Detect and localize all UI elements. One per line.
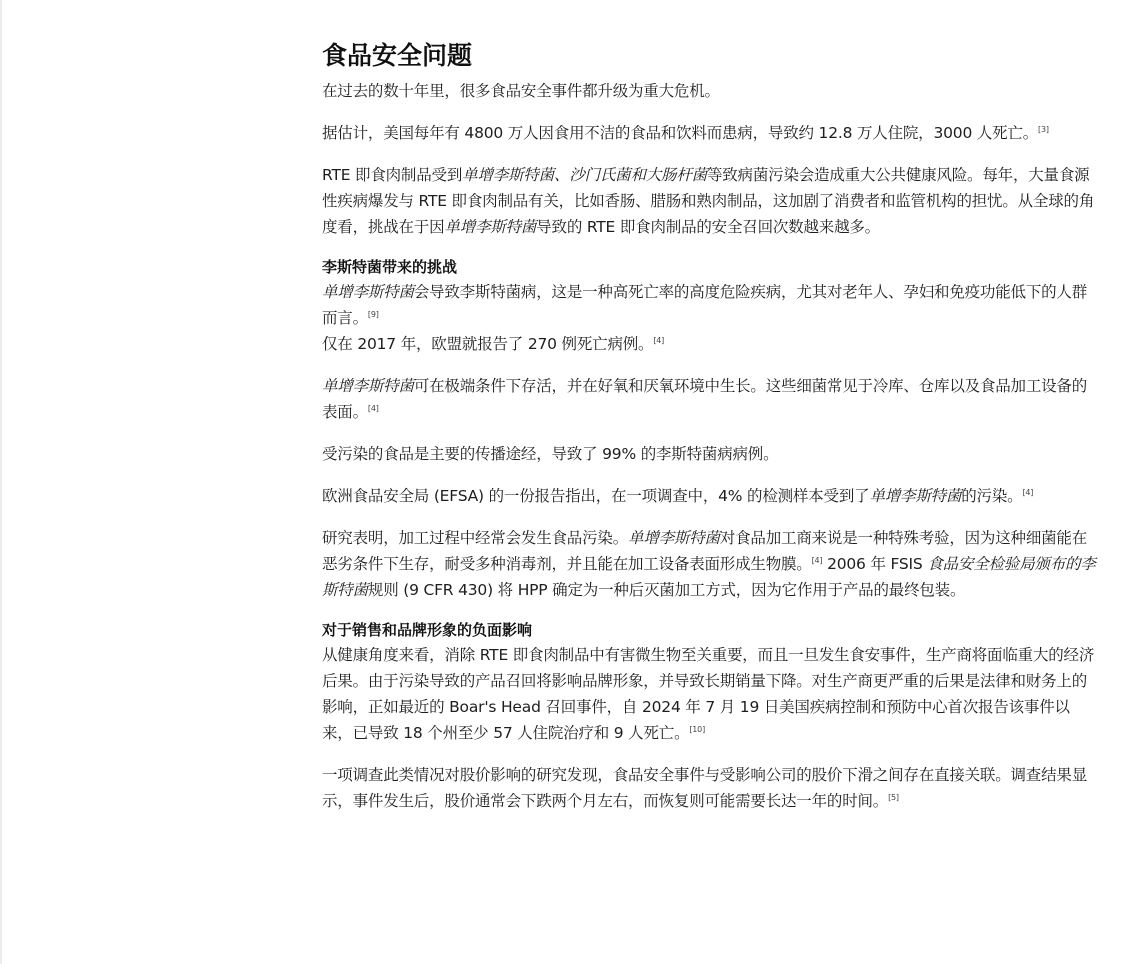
text: 仅在 2017 年，欧盟就报告了 270 例死亡病例。 xyxy=(322,335,654,353)
page-left-edge xyxy=(0,0,2,964)
text: 对食品加工商来说是一种特殊考验，因为这种细菌能在恶劣条件下生存，耐受多种消毒剂，并且能在加工设备表面形成生物膜。 xyxy=(322,529,1088,573)
intro-paragraph-2-text: 据估计，美国每年有 4800 万人因食用不洁的食品和饮料而患病，导致约 12.8 万人住院，3000 人死亡。 xyxy=(322,124,1039,142)
text: 的污染。 xyxy=(961,487,1023,505)
text: 等致病菌污染会造成重大公共健康风险。每年，大量食源性疾病爆发与 RTE 即食肉制品有关，比如香肠、腊肠和熟肉制品，这加剧了消费者和监管机构的担忧。从全球的角度看，挑战在于因 xyxy=(322,166,1095,236)
intro-paragraph-1: 在过去的数十年里，很多食品安全事件都升级为重大危机。 xyxy=(322,82,720,100)
citation-link[interactable]: [5] xyxy=(888,793,899,802)
page-title: 食品安全问题 xyxy=(322,41,473,70)
citation-link[interactable]: [10] xyxy=(689,725,705,734)
pathogen-name: 单增李斯特菌 xyxy=(869,487,962,505)
text: 从健康角度来看，消除 RTE 即食肉制品中有害微生物至关重要，而且一旦发生食安事件，生产商将面临重大的经济后果。由于污染导致的产品召回将影响品牌形象，并导致长期销量下降。对生产商更严重的后果是法律和财务上的影响，正如最近的 Boar's Head 召回事件，自 2024 年 7 月 19 日美国疾病控制和预防中心首次报告该事件以来，已导致 18 个州至少 57 人住院治疗和 9 人死亡。 xyxy=(322,646,1095,742)
text: 可在极端条件下存活，并在好氧和厌氧环境中生长。这些细菌常见于冷库、仓库以及食品加工设备的表面。 xyxy=(322,377,1088,421)
pathogen-name: 单增李斯特菌 xyxy=(628,529,720,547)
listeria-paragraph-4: 受污染的食品是主要的传播途经，导致了 99% 的李斯特菌病病例。 xyxy=(322,445,779,463)
text: 导致的 RTE 即食肉制品的安全召回次数越来越多。 xyxy=(536,218,880,236)
listeria-paragraph-1 xyxy=(322,279,1097,331)
listeria-paragraph-5 xyxy=(322,483,1097,509)
impact-paragraph-2 xyxy=(322,762,1097,814)
listeria-paragraph-2 xyxy=(322,331,1097,357)
intro-paragraph-2 xyxy=(322,120,1097,146)
citation-link[interactable]: [4] xyxy=(367,404,379,413)
pathogen-names: 单增李斯特菌、沙门氏菌和大肠杆菌 xyxy=(462,166,707,184)
impact-paragraph-1 xyxy=(322,642,1097,746)
article xyxy=(322,38,1097,830)
citation-link[interactable]: [9] xyxy=(367,310,379,319)
pathogen-name: 单增李斯特菌 xyxy=(322,283,414,301)
pathogen-name: 单增李斯特菌 xyxy=(444,218,537,236)
text: 一项调查此类情况对股价影响的研究发现，食品安全事件与受影响公司的股价下滑之间存在直接关联。调查结果显示，事件发生后，股价通常会下跌两个月左右，而恢复则可能需要长达一年的时间。 xyxy=(322,766,1088,810)
text: 会导致李斯特菌病，这是一种高死亡率的高度危险疾病，尤其对老年人、孕妇和免疫功能低下的人群而言。 xyxy=(322,283,1088,327)
text: 规则 (9 CFR 430) 将 HPP 确定为一种后灭菌加工方式，因为它作用于产品的最终包装。 xyxy=(367,581,966,599)
citation-link[interactable]: [4] xyxy=(653,336,665,345)
listeria-paragraph-6 xyxy=(322,525,1097,603)
text: 2006 年 FSIS xyxy=(822,555,928,573)
rule-name: 食品安全检验局颁布的李斯特菌 xyxy=(322,555,1096,599)
citation-link[interactable]: [4] xyxy=(811,556,823,565)
section-heading-listeria: 李斯特菌带来的挑战 xyxy=(322,258,458,276)
section-heading-impact: 对于销售和品牌形象的负面影响 xyxy=(322,621,533,639)
listeria-paragraph-3 xyxy=(322,373,1097,425)
text: RTE 即食肉制品受到 xyxy=(322,166,463,184)
text: 研究表明，加工过程中经常会发生食品污染。 xyxy=(322,529,629,547)
intro-paragraph-3 xyxy=(322,162,1097,240)
text: 欧洲食品安全局 (EFSA) 的一份报告指出，在一项调查中，4% 的检测样本受到了 xyxy=(322,487,870,505)
citation-link[interactable]: [4] xyxy=(1022,488,1034,497)
citation-link[interactable]: [3] xyxy=(1038,125,1049,134)
pathogen-name: 单增李斯特菌 xyxy=(322,377,414,395)
